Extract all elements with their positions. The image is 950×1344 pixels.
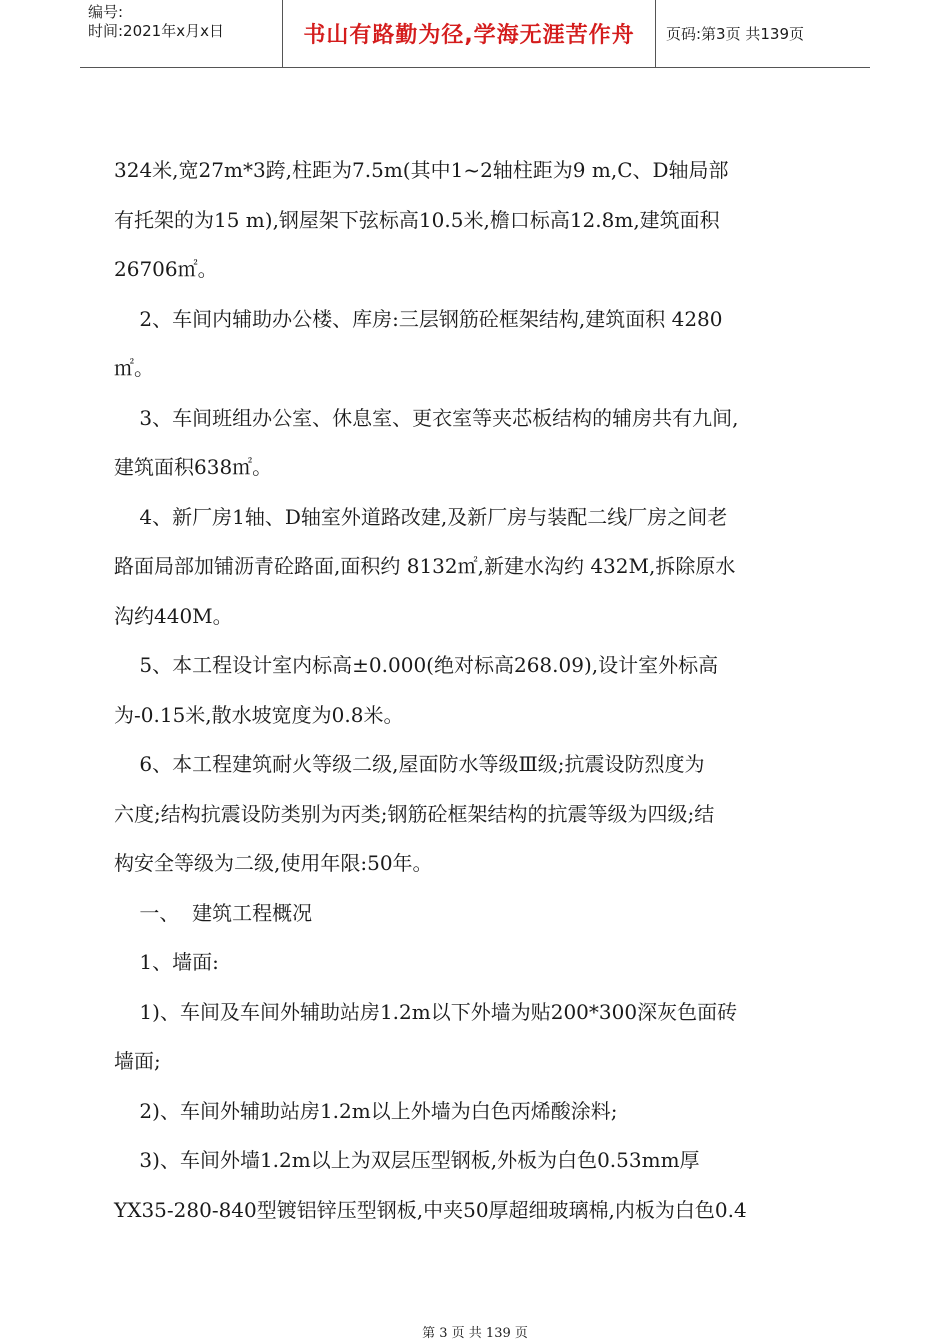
body-line: 3、车间班组办公室、休息室、更衣室等夹芯板结构的辅房共有九间,	[114, 405, 739, 430]
body-line: 墙面;	[114, 1049, 161, 1073]
body-line: 2、车间内辅助办公楼、库房:三层钢筋砼框架结构,建筑面积 4280	[114, 306, 723, 331]
subsection-heading: 1、墙面:	[114, 950, 219, 974]
body-line: 六度;结构抗震设防类别为丙类;钢筋砼框架结构的抗震等级为四级;结	[114, 801, 715, 826]
header-motto: 书山有路勤为径,学海无涯苦作舟	[303, 23, 635, 48]
body-line: 2)、车间外辅助站房1.2m以上外墙为白色丙烯酸涂料;	[114, 1098, 618, 1123]
page-header	[80, 0, 870, 68]
body-line: 26706㎡。	[114, 257, 218, 281]
body-line: 5、本工程设计室内标高±0.000(绝对标高268.09),设计室外标高	[114, 653, 719, 677]
body-line: 324米,宽27m*3跨,柱距为7.5m(其中1~2轴柱距为9 m,C、D轴局部	[114, 158, 729, 182]
page-footer: 第 3 页 共 139 页	[422, 1326, 528, 1341]
header-meta	[80, 0, 282, 67]
body-line: 有托架的为15 m),钢屋架下弦标高10.5米,檐口标高12.8m,建筑面积	[114, 207, 720, 232]
section-heading: 一、 建筑工程概况	[114, 900, 313, 925]
document-body	[114, 146, 844, 1235]
body-line: YX35-280-840型镀铝锌压型钢板,中夹50厚超细玻璃棉,内板为白色0.4	[114, 1197, 747, 1222]
document-date: 时间:2021年x月x日	[88, 22, 224, 40]
document-number-label: 编号:	[88, 3, 124, 21]
body-line: 沟约440M。	[114, 603, 233, 628]
body-line: ㎡。	[114, 356, 154, 380]
body-line: 1)、车间及车间外辅助站房1.2m以下外墙为贴200*300深灰色面砖	[114, 999, 738, 1024]
body-line: 构安全等级为二级,使用年限:50年。	[114, 851, 433, 875]
header-page-info: 页码:第3页 共139页	[666, 25, 804, 43]
body-line: 6、本工程建筑耐火等级二级,屋面防水等级Ⅲ级;抗震设防烈度为	[114, 752, 705, 776]
body-line: 3)、车间外墙1.2m以上为双层压型钢板,外板为白色0.53mm厚	[114, 1148, 700, 1172]
header-page-cell	[656, 0, 870, 67]
header-motto-cell	[282, 0, 656, 67]
body-line: 4、新厂房1轴、D轴室外道路改建,及新厂房与装配二线厂房之间老	[114, 504, 728, 529]
body-line: 建筑面积638㎡。	[114, 455, 273, 479]
body-line: 路面局部加铺沥青砼路面,面积约 8132㎡,新建水沟约 432M,拆除原水	[114, 554, 736, 578]
body-line: 为-0.15米,散水坡宽度为0.8米。	[114, 702, 404, 727]
